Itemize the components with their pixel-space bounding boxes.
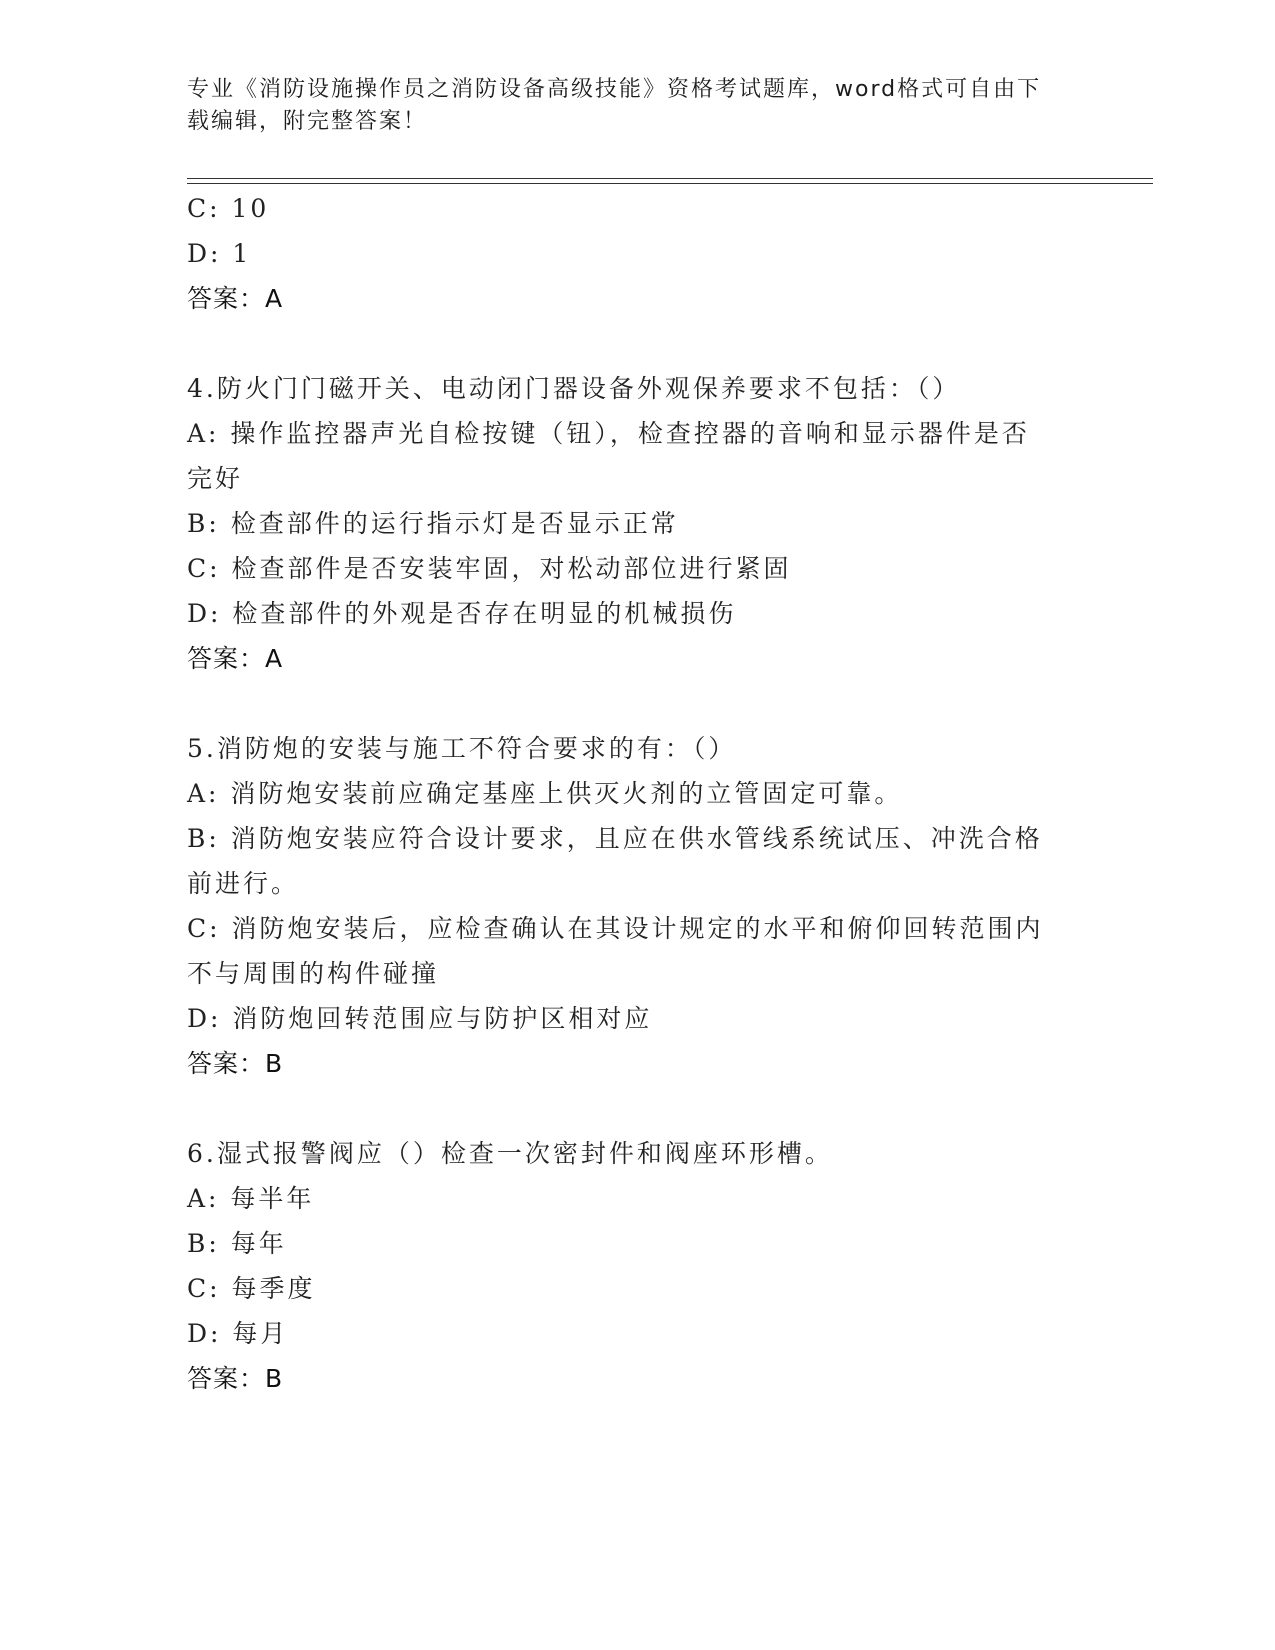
q4-answer: 答案：A xyxy=(187,644,284,673)
q6-option-b: B: 每年 xyxy=(187,1229,287,1258)
q5-option-b-continued: 前进行。 xyxy=(187,869,300,898)
q3-option-c: C: 10 xyxy=(187,194,270,223)
header-divider-bottom xyxy=(187,183,1153,184)
q5-question: 5.消防炮的安装与施工不符合要求的有：（） xyxy=(187,734,737,763)
q5-option-c-continued: 不与周围的构件碰撞 xyxy=(187,959,440,988)
q4-option-b: B: 检查部件的运行指示灯是否显示正常 xyxy=(187,509,679,538)
q4-option-c: C: 检查部件是否安装牢固，对松动部位进行紧固 xyxy=(187,554,792,583)
header-line-2: 载编辑，附完整答案！ xyxy=(187,109,428,134)
document-header xyxy=(187,74,1067,138)
q3-answer: 答案：A xyxy=(187,284,284,313)
q6-answer: 答案：B xyxy=(187,1364,284,1393)
q4-question: 4.防火门门磁开关、电动闭门器设备外观保养要求不包括：（） xyxy=(187,374,961,403)
q4-option-a: A: 操作监控器声光自检按键（钮），检查控器的音响和显示器件是否 xyxy=(187,419,1030,448)
q5-option-b: B: 消防炮安装应符合设计要求，且应在供水管线系统试压、冲洗合格 xyxy=(187,824,1043,853)
q6-option-c: C: 每季度 xyxy=(187,1274,316,1303)
header-line-1: 专业《消防设施操作员之消防设备高级技能》资格考试题库，word格式可自由下 xyxy=(187,77,1042,102)
q3-option-d: D: 1 xyxy=(187,239,252,268)
q6-question: 6.湿式报警阀应（）检查一次密封件和阀座环形槽。 xyxy=(187,1139,833,1168)
q4-option-a-continued: 完好 xyxy=(187,464,244,493)
q5-option-a: A: 消防炮安装前应确定基座上供灭火剂的立管固定可靠。 xyxy=(187,779,903,808)
q5-option-c: C: 消防炮安装后，应检查确认在其设计规定的水平和俯仰回转范围内 xyxy=(187,914,1044,943)
q5-answer: 答案：B xyxy=(187,1049,284,1078)
header-divider-top xyxy=(187,178,1153,179)
q6-option-a: A: 每半年 xyxy=(187,1184,315,1213)
q4-option-d: D: 检查部件的外观是否存在明显的机械损伤 xyxy=(187,599,737,628)
q5-option-d: D: 消防炮回转范围应与防护区相对应 xyxy=(187,1004,653,1033)
q6-option-d: D: 每月 xyxy=(187,1319,289,1348)
